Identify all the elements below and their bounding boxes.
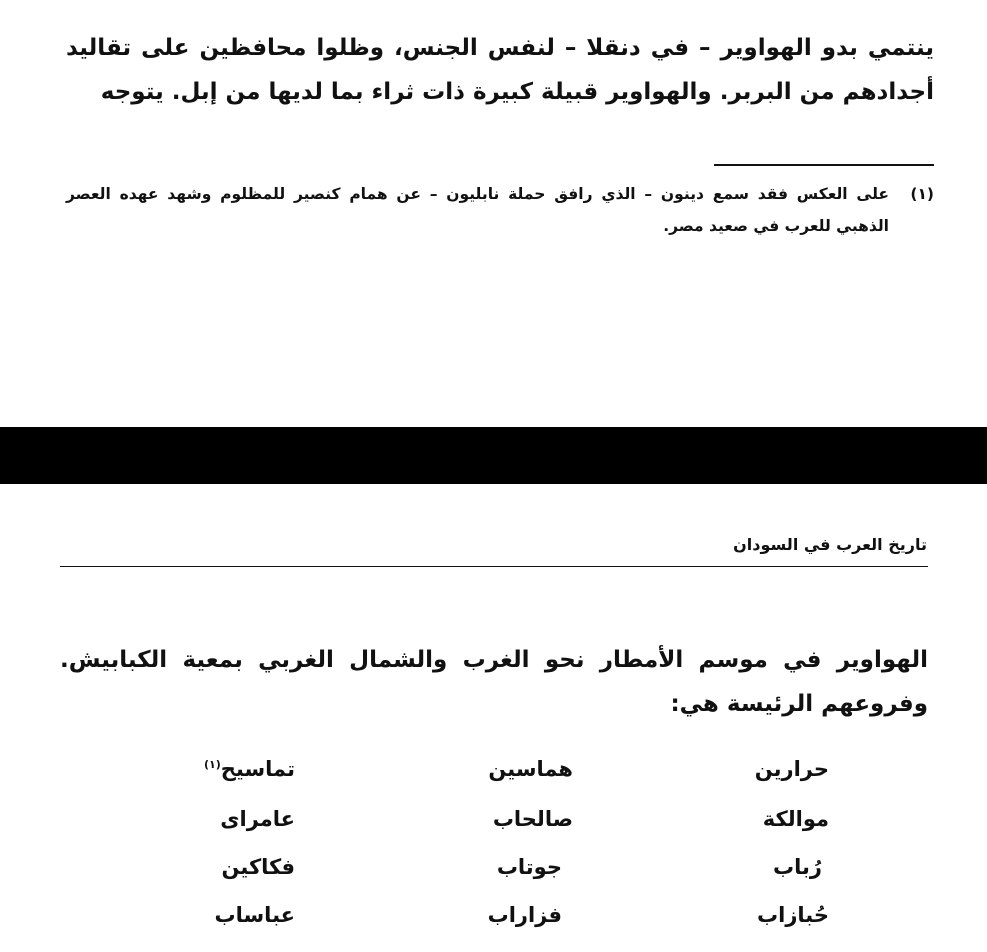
header-divider xyxy=(60,566,928,567)
footnote-divider xyxy=(714,164,934,166)
footnote-number: (١) xyxy=(910,185,934,203)
footnote xyxy=(66,178,934,242)
top-paragraph: ينتمي بدو الهواوير – في دنقلا – لنفس الجنس، وظلوا محافظين على تقاليد أجدادهم من البربر. والهواوير قبيلة كبيرة ذات ثراء بما لديها من إبل. يتوجه xyxy=(66,35,934,105)
branch-name: موالكة xyxy=(762,807,829,831)
branch-name: فزاراب xyxy=(487,903,562,927)
branch-name: جوتاب xyxy=(496,855,562,879)
branch-name: عباساب xyxy=(214,903,295,927)
branch-name-with-ref xyxy=(204,757,295,781)
branch-name: عامراى xyxy=(220,807,295,831)
branch-name: هماسين xyxy=(488,757,573,781)
bottom-paragraph: الهواوير في موسم الأمطار نحو الغرب والشمال الغربي بمعية الكبابيش. وفروعهم الرئيسة هي: xyxy=(60,647,928,717)
branch-name: صالحاب xyxy=(492,807,573,831)
footnote-reference: (١) xyxy=(204,758,221,771)
branch-name: تماسيح xyxy=(220,757,295,781)
footnote-text: على العكس فقد سمع دينون – الذي رافق حملة نابليون – عن همام كنصير للمظلوم وشهد عهده العصر الذهبي للعرب في صعيد مصر. xyxy=(66,185,889,235)
branch-name: رُباب xyxy=(773,855,822,879)
top-page xyxy=(0,0,987,427)
branch-name: حُبازاب xyxy=(757,903,829,927)
page-separator-band xyxy=(0,427,987,484)
branch-name: فكاكين xyxy=(221,855,295,879)
branch-name: حرارين xyxy=(754,757,829,781)
running-header: تاريخ العرب في السودان xyxy=(733,535,927,554)
